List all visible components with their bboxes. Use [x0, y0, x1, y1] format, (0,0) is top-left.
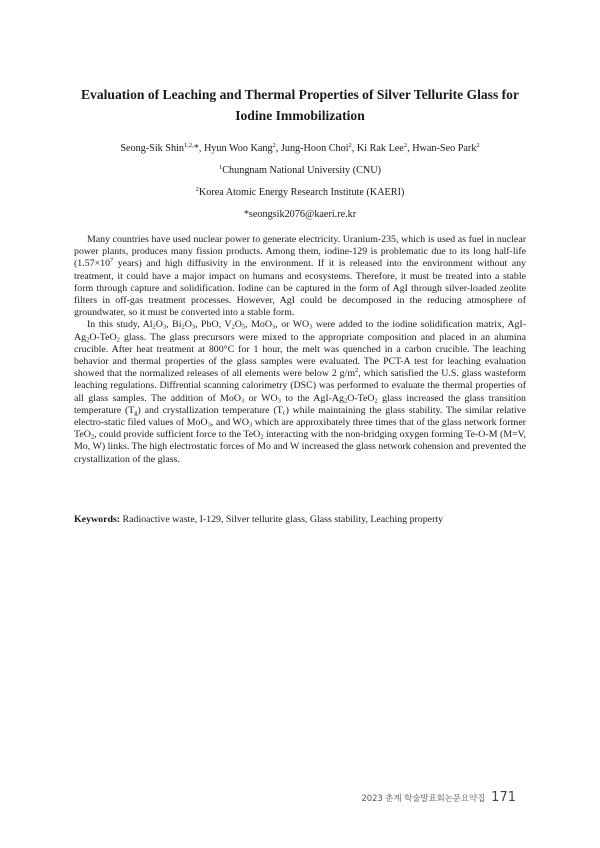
corresponding-email: *seongsik2076@kaeri.re.kr: [243, 209, 357, 220]
keywords-label: Keywords:: [74, 514, 121, 525]
page-number: 171: [491, 790, 516, 805]
title-line-2: Iodine Immobilization: [235, 108, 365, 123]
author-affiliation-mark: 1,2,: [184, 142, 194, 149]
author-name: Seong-Sik Shin: [120, 143, 184, 154]
keywords-text: Radioactive waste, I-129, Silver tellurite glass, Glass stability, Leaching property: [122, 514, 444, 525]
title-line-1: Evaluation of Leaching and Thermal Properties of Silver Tellurite Glass for: [80, 87, 520, 102]
affiliation-mark: 1: [219, 164, 223, 171]
paper-title: [60, 84, 540, 126]
author-affiliation-mark: 2: [476, 142, 480, 149]
affiliation-text: Chungnam National University (CNU): [222, 165, 381, 176]
affiliation-mark: 2: [195, 186, 199, 193]
author-affiliation-mark: 2: [348, 142, 352, 149]
author-name: Jung-Hoon Choi: [280, 143, 349, 154]
abstract-paragraph-2: In this study, $Al_2O_3$, $Bi_2O_3$, PbO, $V_2O_5$, MoO$_3$, or $WO_3$ were added to the iodine solidification matrix, AgI-$Ag_2O-TeO_2$ glass. The glass precursors were mixed to the appropriate composition and placed in an alumina crucible. After heat treatment at 800°C for 1 hour, the melt was quenched in a carbon crucible. The leaching behavior and thermal properties of the glass samples were evaluated. The PCT-A test for leaching evaluation showed that the normalized releases of all elements were below 2 $g/m^2$, which satisfied the U.S. glass wasteform leaching regulations. Diffrential scanning calorimetry (DSC) was performed to evaluate the thermal properties of all glass samples. The addition of MoO$_3$ or $WO_3$ to the AgI-$Ag_2O-TeO_2$ glass increased the glass transition temperature $(T_g)$ and crystallization temperature $(T_c)$ while maintaining the glass stability. The similar relative electro-static filed values of MoO$_3$, and $WO_3$ which are approxibately three times that of the glass network former TeO$_2$, could provide sufficient force to the TeO$_2$ interacting with the non-bridging oxygen forming Te-O-M (M=V, Mo, W) links. The high electrostatic forces of Mo and W increased the glass network cohension and prevented the crystallization of the glass.: [74, 319, 527, 465]
affiliation-text: Korea Atomic Energy Research Institute (KAERI): [198, 187, 405, 198]
affiliation-1: [40, 160, 560, 182]
keywords-line: [74, 514, 544, 526]
journal-name: 2023 춘계 학술발표회논문요약집: [361, 793, 486, 803]
author-block: [40, 138, 560, 226]
author-name: Hwan-Seo Park: [412, 143, 477, 154]
abstract-body: [74, 234, 526, 466]
author-list: Seong-Sik Shin$^{1,2,}$*, Hyun Woo Kang$^2$, Jung-Hoon Choi$^2$, Ki Rak Lee$^2$, Hwan-Seo Park$^2$: [120, 142, 480, 154]
corresponding-mark: *: [193, 143, 199, 154]
author-name: Hyun Woo Kang: [203, 143, 273, 154]
affiliation-2: [40, 182, 560, 204]
author-name: Ki Rak Lee: [356, 143, 404, 154]
author-affiliation-mark: 2: [403, 142, 408, 149]
author-affiliation-mark: 2: [272, 142, 276, 149]
abstract-paragraph-1: Many countries have used nuclear power to generate electricity. Uranium-235, which is used as fuel in nuclear power plants, produces many fission products. Among them, iodine-129 is problematic due to its long half-life ($1.57\times 10^7$ years) and high diffusivity in the environment. If it is released into the environment without any treatment, it could have a major impact on humans and ecosystems. Therefore, it must be treated into a stable form through capture and solidification. Iodine can be captured in the form of AgI through silver-loaded zeolite filters in off-gas treatment processes. However, AgI could be decomposed in the reducing atmosphere of groundwater, so it must be converted into a stable form.: [74, 234, 526, 319]
page-footer: [361, 790, 516, 805]
